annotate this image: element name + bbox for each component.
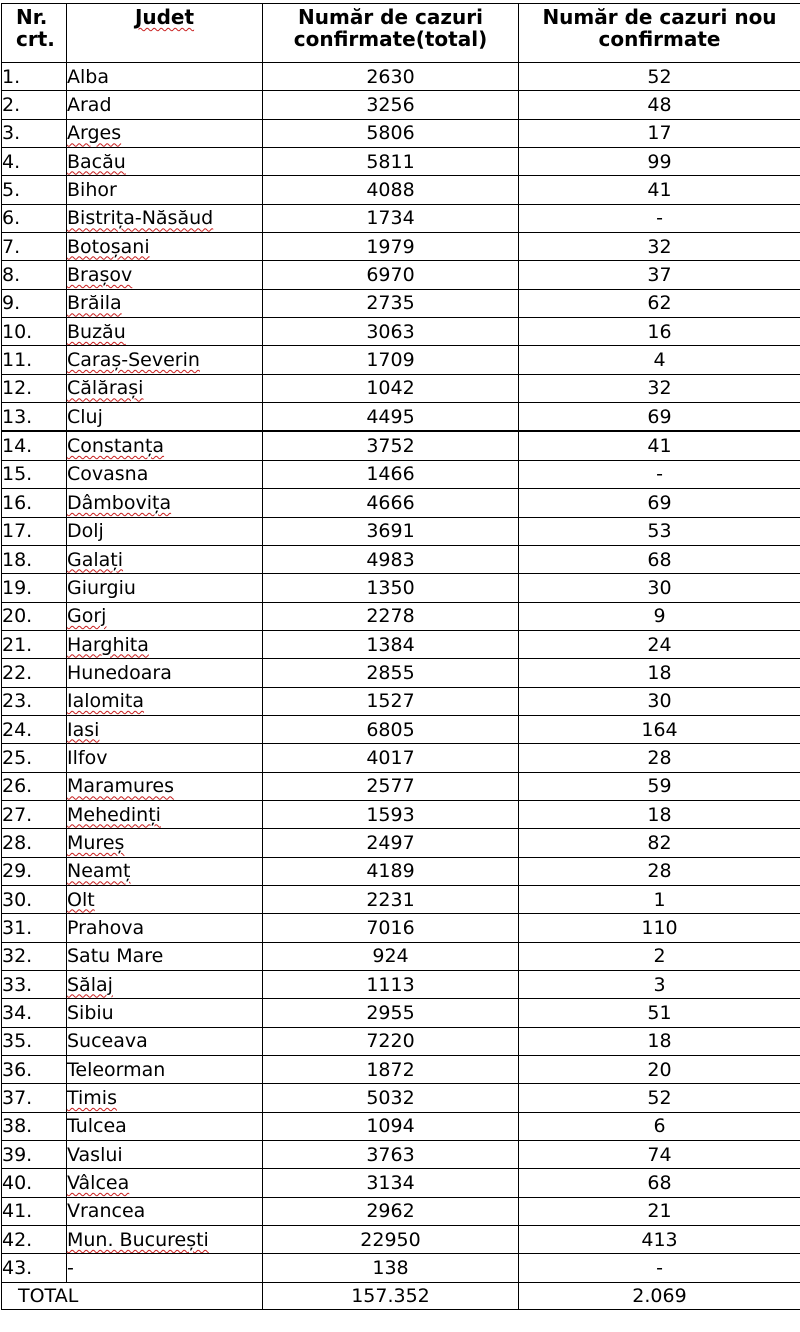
confirmed-new: - (519, 460, 800, 488)
confirmed-total: 3134 (263, 1169, 519, 1197)
row-number: 18. (2, 545, 67, 573)
row-number: 43. (2, 1254, 67, 1282)
county-name-text: Mun. București (67, 1228, 209, 1251)
table-row (2, 630, 800, 658)
row-number: 35. (2, 1027, 67, 1055)
confirmed-total: 2497 (263, 829, 519, 857)
row-number: 6. (2, 204, 67, 232)
confirmed-new: 18 (519, 1027, 800, 1055)
confirmed-total: 3063 (263, 318, 519, 346)
confirmed-new: 69 (519, 489, 800, 517)
table-row (2, 885, 800, 913)
row-number: 40. (2, 1169, 67, 1197)
confirmed-new: 4 (519, 346, 800, 374)
confirmed-new: 37 (519, 261, 800, 289)
confirmed-new: 30 (519, 574, 800, 602)
table-row (2, 744, 800, 772)
confirmed-new: 32 (519, 374, 800, 402)
confirmed-new: 41 (519, 431, 800, 460)
confirmed-total: 1042 (263, 374, 519, 402)
county-name (67, 829, 263, 857)
row-number: 5. (2, 176, 67, 204)
county-name: Cluj (67, 403, 263, 432)
county-name (67, 885, 263, 913)
row-number: 7. (2, 233, 67, 261)
row-number: 22. (2, 659, 67, 687)
row-number: 3. (2, 119, 67, 147)
confirmed-new: 59 (519, 772, 800, 800)
confirmed-total: 4666 (263, 489, 519, 517)
county-name (67, 545, 263, 573)
confirmed-total: 1384 (263, 630, 519, 658)
county-name-text: Sălaj (67, 973, 113, 996)
row-number: 31. (2, 914, 67, 942)
confirmed-new: 62 (519, 289, 800, 317)
confirmed-new: 68 (519, 1169, 800, 1197)
confirmed-new: 164 (519, 715, 800, 743)
row-number: 21. (2, 630, 67, 658)
county-name (67, 346, 263, 374)
row-number: 26. (2, 772, 67, 800)
table-row (2, 91, 800, 119)
row-number: 8. (2, 261, 67, 289)
confirmed-new: 99 (519, 148, 800, 176)
confirmed-new: 53 (519, 517, 800, 545)
county-name (67, 800, 263, 828)
row-number: 28. (2, 829, 67, 857)
row-number: 2. (2, 91, 67, 119)
county-name: Alba (67, 63, 263, 91)
county-name-text: Constanța (67, 435, 165, 458)
table-row (2, 1226, 800, 1254)
county-name (67, 602, 263, 630)
header-total: Număr de cazuri confirmate(total) (263, 4, 519, 63)
confirmed-new: 1 (519, 885, 800, 913)
table-row (2, 1169, 800, 1197)
table-row (2, 971, 800, 999)
table-row (2, 148, 800, 176)
county-name-text: Gorj (67, 605, 107, 628)
confirmed-total: 4495 (263, 403, 519, 432)
row-number: 12. (2, 374, 67, 402)
county-name (67, 630, 263, 658)
table-row (2, 233, 800, 261)
table-row (2, 489, 800, 517)
table-row (2, 574, 800, 602)
county-name: Prahova (67, 914, 263, 942)
confirmed-total: 7016 (263, 914, 519, 942)
county-name-text: Brăila (67, 292, 122, 315)
row-number: 15. (2, 460, 67, 488)
county-name (67, 289, 263, 317)
county-name: Hunedoara (67, 659, 263, 687)
confirmed-new: 52 (519, 63, 800, 91)
confirmed-new: 18 (519, 800, 800, 828)
header-judet: Judet (67, 4, 263, 63)
county-name-text: Dâmbovița (67, 491, 172, 514)
header-new: Număr de cazuri nou confirmate (519, 4, 800, 63)
table-row (2, 545, 800, 573)
table-row (2, 1027, 800, 1055)
county-name (67, 374, 263, 402)
confirmed-total: 2735 (263, 289, 519, 317)
confirmed-new: 17 (519, 119, 800, 147)
table-row (2, 1197, 800, 1225)
confirmed-new: 74 (519, 1141, 800, 1169)
confirmed-new: 413 (519, 1226, 800, 1254)
county-name: Dolj (67, 517, 263, 545)
confirmed-new: 68 (519, 545, 800, 573)
row-number: 9. (2, 289, 67, 317)
confirmed-total: 7220 (263, 1027, 519, 1055)
county-name-text: Botoșani (67, 235, 150, 258)
row-number: 37. (2, 1084, 67, 1112)
confirmed-total: 1527 (263, 687, 519, 715)
table-row (2, 687, 800, 715)
row-number: 10. (2, 318, 67, 346)
table-row (2, 261, 800, 289)
total-row (2, 1282, 800, 1309)
confirmed-total: 924 (263, 942, 519, 970)
table-row (2, 63, 800, 91)
row-number: 30. (2, 885, 67, 913)
confirmed-total: 2630 (263, 63, 519, 91)
county-name (67, 715, 263, 743)
confirmed-new: 28 (519, 744, 800, 772)
confirmed-new: 3 (519, 971, 800, 999)
county-name-text: Ialomita (67, 690, 145, 713)
county-name-text: Mehedinți (67, 803, 161, 826)
county-name (67, 148, 263, 176)
county-name: Suceava (67, 1027, 263, 1055)
table-row (2, 829, 800, 857)
row-number: 42. (2, 1226, 67, 1254)
row-number: 23. (2, 687, 67, 715)
confirmed-new: 24 (519, 630, 800, 658)
confirmed-total: 6970 (263, 261, 519, 289)
table-row (2, 1112, 800, 1140)
confirmed-new: 41 (519, 176, 800, 204)
county-name-text: Olt (67, 888, 95, 911)
confirmed-total: 1593 (263, 800, 519, 828)
table-row (2, 517, 800, 545)
county-name: Teleorman (67, 1056, 263, 1084)
confirmed-total: 1709 (263, 346, 519, 374)
table-row (2, 318, 800, 346)
confirmed-new: 21 (519, 1197, 800, 1225)
confirmed-new: 48 (519, 91, 800, 119)
confirmed-new: 9 (519, 602, 800, 630)
row-number: 39. (2, 1141, 67, 1169)
county-name (67, 233, 263, 261)
county-name-text: Călărași (67, 377, 144, 400)
table-row (2, 374, 800, 402)
county-name: Vrancea (67, 1197, 263, 1225)
confirmed-new: 16 (519, 318, 800, 346)
confirmed-new: 20 (519, 1056, 800, 1084)
confirmed-total: 1872 (263, 1056, 519, 1084)
confirmed-new: 6 (519, 1112, 800, 1140)
confirmed-total: 1113 (263, 971, 519, 999)
table-row (2, 715, 800, 743)
county-name (67, 1084, 263, 1112)
county-name-text: Maramures (67, 775, 175, 798)
county-name: Arad (67, 91, 263, 119)
confirmed-new: 52 (519, 1084, 800, 1112)
confirmed-new: - (519, 204, 800, 232)
county-name-text: Galați (67, 548, 124, 571)
row-number: 33. (2, 971, 67, 999)
county-name-text: Timis (67, 1087, 117, 1110)
confirmed-new: 69 (519, 403, 800, 432)
table-row (2, 204, 800, 232)
county-name-text: Iasi (67, 718, 100, 741)
confirmed-total: 4189 (263, 857, 519, 885)
county-name-text: Neamț (67, 860, 131, 883)
confirmed-total: 1979 (263, 233, 519, 261)
row-number: 24. (2, 715, 67, 743)
row-number: 36. (2, 1056, 67, 1084)
row-number: 41. (2, 1197, 67, 1225)
total-confirmed: 157.352 (263, 1282, 519, 1309)
row-number: 13. (2, 403, 67, 432)
county-name: Satu Mare (67, 942, 263, 970)
row-number: 14. (2, 431, 67, 460)
county-name (67, 1169, 263, 1197)
confirmed-total: 2962 (263, 1197, 519, 1225)
confirmed-total: 2231 (263, 885, 519, 913)
confirmed-total: 2855 (263, 659, 519, 687)
total-label: TOTAL (2, 1282, 263, 1309)
table-row (2, 857, 800, 885)
confirmed-total: 2278 (263, 602, 519, 630)
county-name (67, 857, 263, 885)
confirmed-total: 6805 (263, 715, 519, 743)
confirmed-total: 1734 (263, 204, 519, 232)
table-row (2, 346, 800, 374)
confirmed-total: 1094 (263, 1112, 519, 1140)
row-number: 4. (2, 148, 67, 176)
row-number: 38. (2, 1112, 67, 1140)
confirmed-new: 82 (519, 829, 800, 857)
table-row (2, 800, 800, 828)
row-number: 27. (2, 800, 67, 828)
table-row (2, 1056, 800, 1084)
confirmed-total: 4983 (263, 545, 519, 573)
confirmed-new: 110 (519, 914, 800, 942)
row-number: 32. (2, 942, 67, 970)
confirmed-new: 30 (519, 687, 800, 715)
county-name: - (67, 1254, 263, 1282)
header-nr: Nr. crt. (2, 4, 67, 63)
county-name (67, 489, 263, 517)
table-row (2, 403, 800, 432)
confirmed-new: 51 (519, 999, 800, 1027)
county-name-text: Vâlcea (67, 1172, 130, 1195)
county-name: Giurgiu (67, 574, 263, 602)
county-name (67, 1226, 263, 1254)
confirmed-total: 3752 (263, 431, 519, 460)
county-name-text: Bacău (67, 150, 126, 173)
table-row (2, 119, 800, 147)
confirmed-new: 28 (519, 857, 800, 885)
row-number: 16. (2, 489, 67, 517)
row-number: 29. (2, 857, 67, 885)
confirmed-total: 4017 (263, 744, 519, 772)
county-name-text: Buzău (67, 320, 126, 343)
confirmed-new: 2 (519, 942, 800, 970)
county-name (67, 971, 263, 999)
confirmed-new: - (519, 1254, 800, 1282)
covid-cases-table (1, 3, 800, 1310)
county-name-text: Harghita (67, 633, 149, 656)
table-row (2, 602, 800, 630)
county-name: Sibiu (67, 999, 263, 1027)
confirmed-total: 3691 (263, 517, 519, 545)
row-number: 20. (2, 602, 67, 630)
confirmed-total: 1466 (263, 460, 519, 488)
county-name: Covasna (67, 460, 263, 488)
table-body (2, 63, 800, 1283)
confirmed-total: 3763 (263, 1141, 519, 1169)
table-row (2, 999, 800, 1027)
confirmed-total: 2955 (263, 999, 519, 1027)
county-name-text: Caraș-Severin (67, 349, 200, 372)
table-row (2, 460, 800, 488)
county-name (67, 119, 263, 147)
county-name (67, 687, 263, 715)
table-row (2, 1141, 800, 1169)
county-name (67, 431, 263, 460)
county-name-text: Bistrița-Năsăud (67, 207, 214, 230)
header-row (2, 4, 800, 63)
table-row (2, 431, 800, 460)
county-name-text: Arges (67, 122, 122, 145)
row-number: 19. (2, 574, 67, 602)
county-name: Tulcea (67, 1112, 263, 1140)
confirmed-total: 2577 (263, 772, 519, 800)
table-row (2, 1254, 800, 1282)
confirmed-new: 18 (519, 659, 800, 687)
county-name (67, 318, 263, 346)
total-new: 2.069 (519, 1282, 800, 1309)
county-name (67, 204, 263, 232)
table-row (2, 659, 800, 687)
county-name-text: Mureș (67, 831, 125, 854)
confirmed-total: 3256 (263, 91, 519, 119)
confirmed-total: 5032 (263, 1084, 519, 1112)
table-row (2, 914, 800, 942)
confirmed-total: 1350 (263, 574, 519, 602)
confirmed-total: 22950 (263, 1226, 519, 1254)
confirmed-total: 138 (263, 1254, 519, 1282)
county-name: Vaslui (67, 1141, 263, 1169)
county-name (67, 261, 263, 289)
confirmed-total: 5806 (263, 119, 519, 147)
table-row (2, 772, 800, 800)
row-number: 17. (2, 517, 67, 545)
table-row (2, 289, 800, 317)
county-name (67, 772, 263, 800)
row-number: 11. (2, 346, 67, 374)
row-number: 34. (2, 999, 67, 1027)
county-name-text: Brașov (67, 264, 133, 287)
confirmed-new: 32 (519, 233, 800, 261)
row-number: 25. (2, 744, 67, 772)
table-row (2, 1084, 800, 1112)
county-name: Ilfov (67, 744, 263, 772)
row-number: 1. (2, 63, 67, 91)
county-name: Bihor (67, 176, 263, 204)
confirmed-total: 5811 (263, 148, 519, 176)
confirmed-total: 4088 (263, 176, 519, 204)
table-row (2, 176, 800, 204)
table-row (2, 942, 800, 970)
